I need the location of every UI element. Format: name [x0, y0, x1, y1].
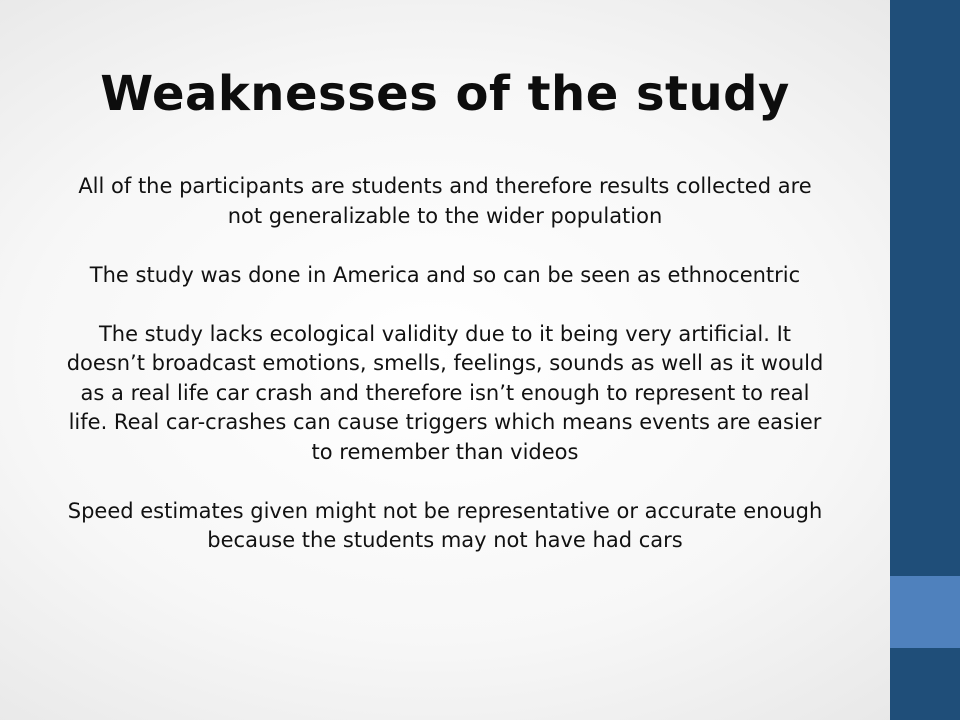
slide-title: Weaknesses of the study: [100, 66, 790, 122]
paragraph-speed-estimates: Speed estimates given might not be representative or accurate enough because the students may not have had cars: [67, 498, 823, 552]
paragraph-participants: All of the participants are students and therefore results collected are not generalizable to the wider population: [78, 174, 812, 228]
slide-body: [60, 172, 830, 585]
paragraph-ecological-validity: The study lacks ecological validity due to it being very artificial. It doesn’t broadcast emotions, smells, feelings, sounds as well as it would as a real life car crash and therefore isn’t enough to represent to real life. Real car-crashes can cause triggers which means events are easier to remember than videos: [66, 321, 824, 464]
side-accent-decoration: [890, 576, 960, 648]
paragraph-ethnocentric: The study was done in America and so can be seen as ethnocentric: [89, 262, 801, 287]
